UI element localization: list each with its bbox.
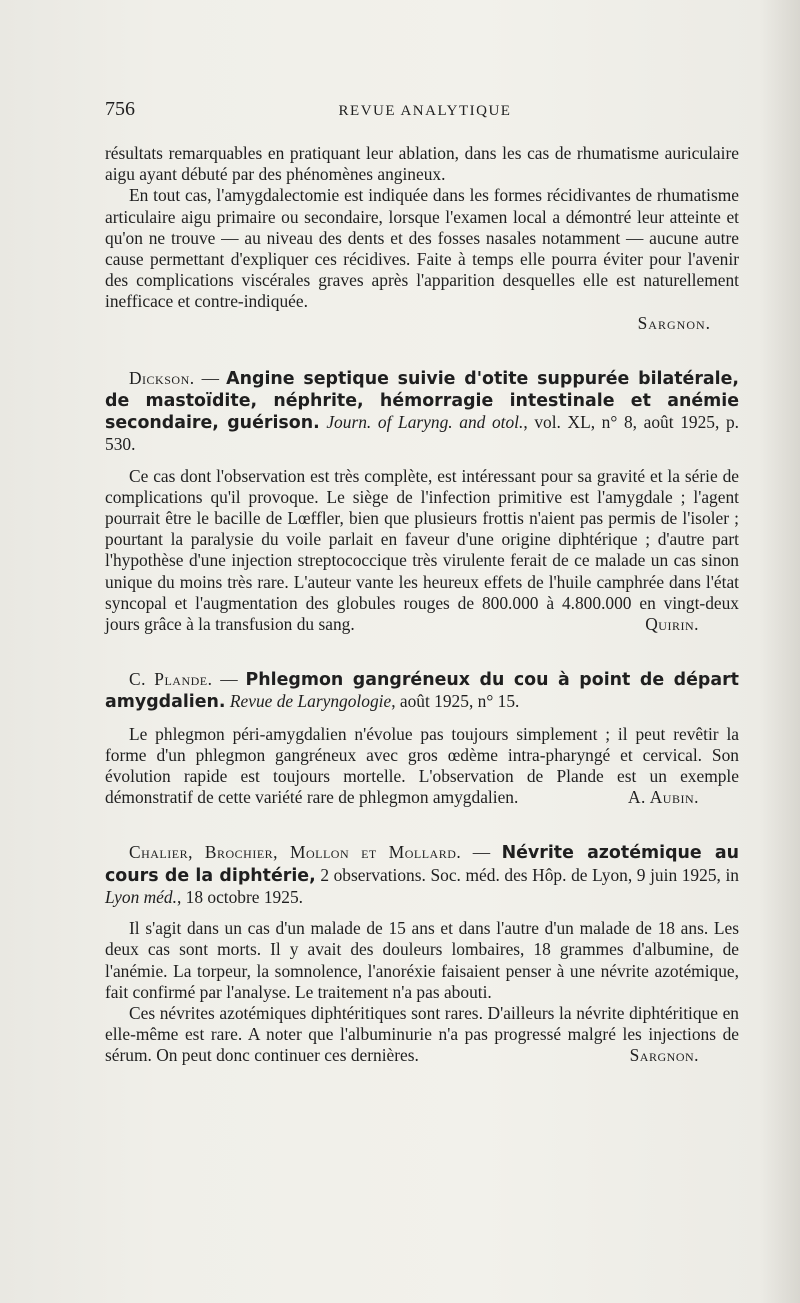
journal-name: Lyon méd. [105,886,177,907]
signature: A. Aubin. [627,787,699,808]
article-body [105,1003,739,1067]
article-title: Angine septique suivie d'otite suppurée bilatérale, de mastoïdite, néphrite, hémorragie intestinale et anémie secondaire, guérison. [105,368,740,434]
article-reference: , 18 octobre 1925. [176,886,303,907]
signature: Quirin. [645,614,699,635]
article-heading [105,842,739,908]
article-body [105,724,739,809]
article-heading [105,669,739,713]
text-column [105,143,739,1067]
dash: — [212,669,246,690]
article-authors: C. Plande. [129,669,213,690]
article-heading [105,368,739,456]
article-body: Il s'agit dans un cas d'un malade de 15 ans et dans l'autre d'un malade de 18 ans. Les deux cas sont morts. Il y avait des douleurs lombaires, 18 grammes d'albumine, de l'anémie. La torpeur, la somnolence, l'anoréxie faisaient penser à une névrite azotémique, fait confirmé par l'analyse. Le traitement n'a pas abouti. [105,918,739,1002]
signature: Sargnon. [637,312,711,333]
journal-name: Journ. of Laryng. and otol. [326,412,524,433]
spacer [105,456,739,466]
article-authors: Dickson. [129,367,195,388]
signature: Sargnon. [629,1045,699,1066]
running-title: REVUE ANALYTIQUE [338,103,512,119]
dash: — [461,842,502,863]
section-gap [105,635,739,669]
article-reference: , vol. XL, n° 8, août 1925, p. 530. [105,412,739,455]
dash: — [194,367,227,388]
article-body-text: Ce cas dont l'observation est très complète, est intéressant pour sa gravité et la série de complications qu'il provoque. Le siège de l'infection primitive est l'amygdale ; l'agent pourrait être le bacille de Lœffler, bien que plusieurs frottis n'aient pas permis de l'isoler ; pourtant la paralysie du voile parlait en faveur d'une origine diphtérique ; d'autre part l'hypothèse d'une injection streptococcique très virulente ferait de ce malade un cas sinon unique du moins très rare. L'auteur vante les heureux effets de l'huile camphrée dans l'état syncopal et l'augmentation des globules rouges de 800.000 à 4.800.000 en vingt-deux jours grâce à la transfusion du sang. [105,465,739,635]
continuation-paragraph: résultats remarquables en pratiquant leur ablation, dans les cas de rhumatisme auriculaire aigu ayant débuté par des phénomènes angineux. [105,143,739,185]
article-title: Névrite azotémique au cours de la diphtérie, [105,843,739,886]
article-body-text: Ces névrites azotémiques diphtéritiques sont rares. D'ailleurs la névrite diphtéritique en elle-même est rare. A noter que l'albuminurie n'a pas progressé malgré les injections de sérum. On peut donc continuer ces dernières. [105,1002,739,1066]
spacer [105,908,739,918]
article-reference-pre: 2 observations. Soc. méd. des Hôp. de Lyon, 9 juin 1925, in [315,864,739,885]
section-gap [105,334,739,368]
article-reference: , août 1925, n° 15. [391,691,520,712]
section-gap [105,808,739,842]
article-body [105,466,739,636]
continuation-paragraph: En tout cas, l'amygdalectomie est indiquée dans les formes récidivantes de rhumatisme articulaire aigu primaire ou secondaire, lorsque l'examen local a démontré leur atteinte et qu'on ne trouve — au niveau des dents et des fosses nasales notamment — aucune autre cause permettant d'expliquer ces récidives. Faite à temps elle pourra éviter pour l'avenir des complications viscérales graves après l'apparition desquelles elle est naturellement inefficace et contre-indiquée. [105,185,739,312]
page-number: 756 [105,98,135,120]
article-title: Phlegmon gangréneux du cou à point de départ amygdalien. [105,670,739,713]
journal-name: Revue de Laryngologie [229,691,392,712]
article-authors: Chalier, Brochier, Mollon et Mollard. [129,842,462,863]
page-header [105,98,745,128]
article-body-text: Le phlegmon péri-amygdalien n'évolue pas toujours simplement ; il peut revêtir la forme d'un phlegmon gangréneux avec gros œdème intra-pharyngé et cervical. Son évolution rapide est toujours mortelle. L'observation de Plande est un exemple démonstratif de cette variété rare de phlegmon amygdalien. [105,723,739,808]
spacer [105,714,739,724]
